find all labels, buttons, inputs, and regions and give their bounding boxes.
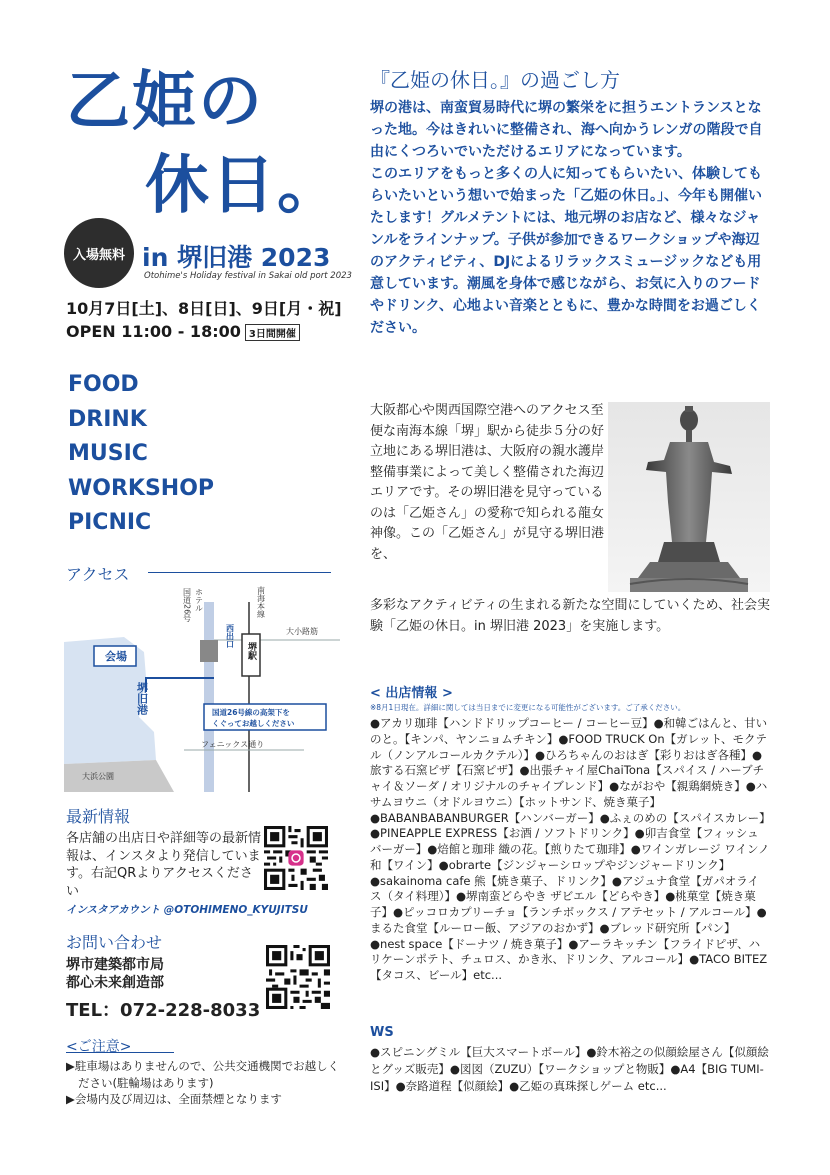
map-label-port: 堺旧港 xyxy=(135,682,149,715)
event-dates: 10月7日[土]、8日[日]、9日[月・祝] xyxy=(66,299,342,318)
map-label-station: 堺駅 xyxy=(246,642,256,660)
park-area xyxy=(64,760,174,792)
shops-heading: < 出店情報 > xyxy=(370,686,453,701)
category-list xyxy=(68,368,214,541)
access-heading: アクセス xyxy=(66,565,130,584)
instagram-qr-code[interactable] xyxy=(264,826,328,890)
map-label-hotel: ホテル xyxy=(194,588,204,612)
contact-heading: お問い合わせ xyxy=(66,933,163,952)
map-label-west-exit: 西出口 xyxy=(225,624,235,648)
category-item: FOOD xyxy=(68,372,139,397)
contact-org-line1: 堺市建築都市局 xyxy=(66,957,164,973)
news-heading: 最新情報 xyxy=(66,807,131,826)
note-item: ▶駐車場はありませんので、公共交通機関でお越しください(駐輪場はあります) xyxy=(66,1059,340,1090)
instagram-account[interactable]: インスタアカウント @OTOHIMENO_KYUJITSU xyxy=(66,904,308,916)
map-label-route26: 国道26号 xyxy=(182,588,192,623)
map-label-oshoji: 大小路筋 xyxy=(286,627,318,636)
notes-divider xyxy=(66,1052,174,1053)
shops-list: ●アカリ珈琲【ハンドドリップコーヒー / コーヒー豆】●和韓ごはんと、甘いのと。【キンパ、ヤンニョムチキン】●FOOD TRUCK On【ガレット、モクテル（ノンアルコールカクテル）】●ひろちゃんのおはぎ【彩りおはぎ各種】●旅する石窯ピザ【石窯ピザ】●出張チャイ屋ChaiTona【スパイス / ハーブチャイ＆ソーダ / オリジナルのチャイブレンド】●ながおや【親鶏網焼き】●ハサムヨウニ（オドルヨウニ）【ホットサンド、焼き菓子】●BABANBABANBURGER【ハンバーガー】●ふぇのめの【スパイスカレー】●PINEAPPLE EXPRESS【お酒 / ソフトドリンク】●卯吉食堂【フィッシュバーガー】●焙館と珈琲 織の花。【煎りたて珈琲】●ワインガレージ ワインノ和【ワイン】●obrarte【ジンジャーシロップやジンジャードリンク】●sakainoma cafe 熊【焼き菓子、ドリンク】●アジュナ食堂【ガパオライス（タイ料理）】●堺南蛮どらやき ザビエル【どらやき】●桃菓堂【焼き菓子】●ピッコロカプリーチョ【ランチボックス / アテセット / アルコール】●まるた食堂【ルーロー飯、アジアのおかず】●ブレッド研究所【パン】●nest space【ドーナツ / 焼き菓子】●アーラキッチン【フライドピザ、ハリケーンポテト、チュロス、かき氷、ドリンク、アルコール】●TACO BITEZ【タコス、ビール】etc... xyxy=(370,716,770,982)
event-title-line2: 休日。 xyxy=(145,149,343,223)
contact-tel[interactable]: TEL：072-228-8033 xyxy=(66,1000,261,1021)
open-hours-text: OPEN 11:00 - 18:00 xyxy=(66,322,241,341)
event-location: in 堺旧港 2023 xyxy=(142,243,331,272)
notes-list xyxy=(66,1058,341,1108)
hotel-block xyxy=(200,640,218,662)
category-item: WORKSHOP xyxy=(68,475,215,501)
otohime-statue-photo xyxy=(608,402,770,592)
workshop-heading: WS xyxy=(370,1025,394,1040)
map-label-phoenix: フェニックス通り xyxy=(201,740,265,749)
about-mid-text: 大阪都心や関西国際空港へのアクセス至便な南海本線「堺」駅から徒歩５分の好立地にある堺旧港は、大阪府の親水護岸整備事業によって美しく整備された海辺エリアです。その堺旧港を見守っているのは「乙姫さん」の愛称で知られる龍女神像。この「乙姫さん」が見守る堺旧港を、 xyxy=(370,403,605,562)
category-item: MUSIC xyxy=(68,441,148,466)
shops-note: ※8月1日現在。詳細に関しては当日までに変更になる可能性がございます。ご了承ください。 xyxy=(370,703,686,712)
event-open-hours xyxy=(66,322,300,341)
news-body: 各店舗の出店日や詳細等の最新情報は、インスタより発信しています。右記QRよりアクセスください xyxy=(66,831,262,899)
about-title: 『乙姫の休日。』の過ごし方 xyxy=(370,68,620,92)
contact-org xyxy=(66,956,164,992)
notes-heading: <ご注意> xyxy=(66,1039,132,1055)
category-item: DRINK xyxy=(68,406,147,432)
map-label-underpass-1: 国道26号線の高架下を xyxy=(212,708,290,717)
category-item: PICNIC xyxy=(68,510,152,535)
free-entry-badge: 入場無料 xyxy=(64,218,134,288)
workshop-list: ●スピニングミル【巨大スマートボール】●鈴木裕之の似顔絵屋さん【似顔絵とグッズ販売】●図図（ZUZU）【ワークショップと物販】●A4【BIG TUMI- ISI】●奈路道程【似顔絵】●乙姫の真珠探しゲーム etc... xyxy=(370,1045,769,1093)
contact-org-line2: 都心未来創造部 xyxy=(66,975,164,991)
contact-qr-code[interactable] xyxy=(266,945,330,1009)
days-badge: 3日間開催 xyxy=(245,324,300,341)
about-mid-text-2: 多彩なアクティビティの生まれる新たな空間にしていくため、社会実験「乙姫の休日。in 堺旧港 2023」を実施します。 xyxy=(370,598,771,634)
map-label-nankai: 南海本線 xyxy=(256,586,266,618)
map-label-ohama: 大浜公園 xyxy=(82,772,114,781)
route-arrow xyxy=(146,678,214,692)
event-title-line1: 乙姫の xyxy=(66,65,264,139)
route26-road xyxy=(204,602,214,792)
access-divider xyxy=(148,572,331,573)
map-label-venue: 会場 xyxy=(105,650,127,663)
map-label-underpass-2: くぐってお越しください xyxy=(212,719,295,728)
event-subtitle-en: Otohime's Holiday festival in Sakai old port 2023 xyxy=(144,271,352,281)
access-map xyxy=(64,582,340,792)
note-item: ▶会場内及び周辺は、全面禁煙となります xyxy=(66,1092,282,1106)
about-intro: 堺の港は、南蛮貿易時代に堺の繁栄をに担うエントランスとなった地。今はきれいに整備され、海へ向かうレンガの階段で自由にくつろいでいただけるエリアになっています。 このエリアをもっと多くの人に知ってもらいたい、体験してもらいたいという想いで始まった「乙姫の休日。」、今年も開催いたします！グルメテントには、地元堺のお店など、様々なジャンルをラインナップ。子供が参加できるワークショップや海辺のアクティビティ、DJによるリラックスミュージックなども用意しています。潮風を身体で感じながら、お気に入りのフードやドリンク、心地よい音楽とともに、豊かな時間をお過ごしください。 xyxy=(370,100,763,336)
